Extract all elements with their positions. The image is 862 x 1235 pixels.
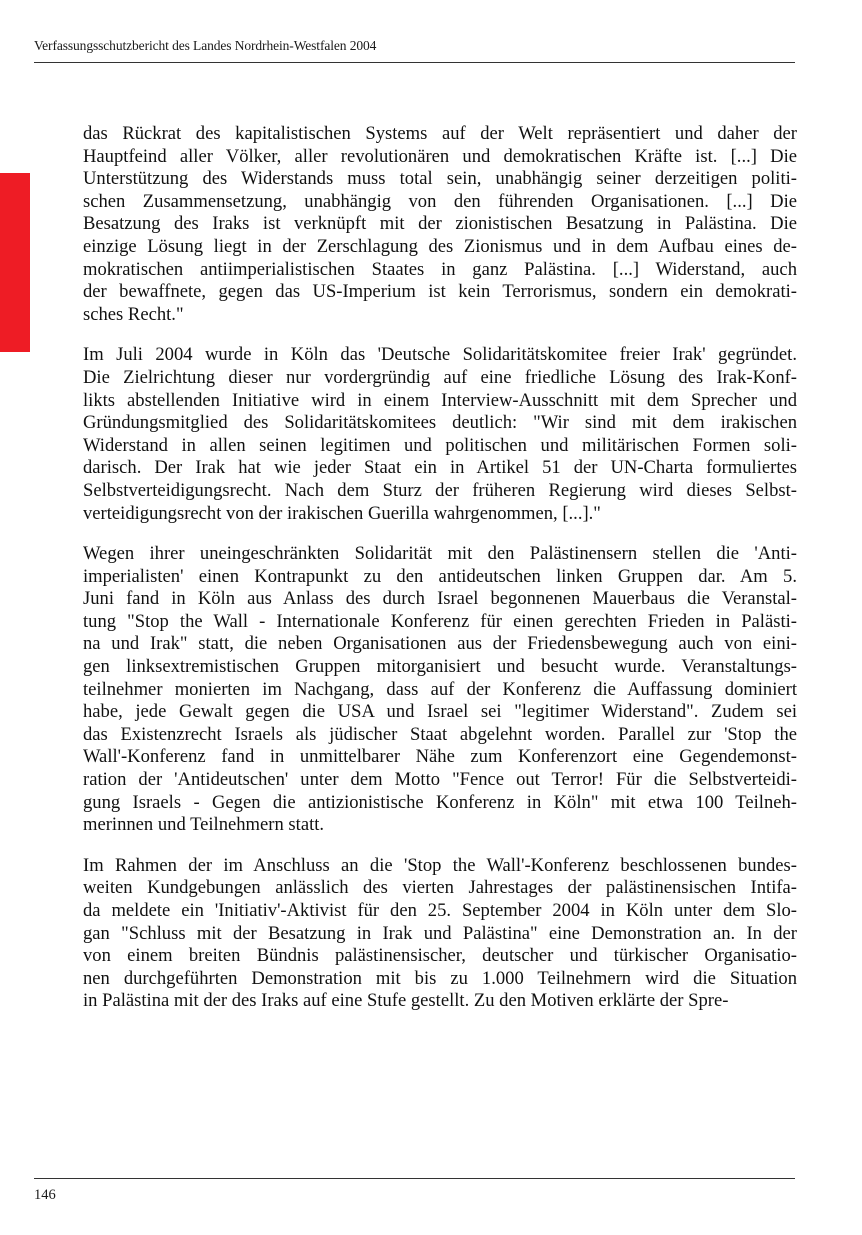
text-line: gan "Schluss mit der Besatzung in Irak und Palästina" eine Demonstration an. In der [83,922,797,944]
text-line: habe, jede Gewalt gegen die USA und Israel sei "legitimer Widerstand". Zudem sei [83,701,797,723]
text-line: tung "Stop the Wall - Internationale Konferenz für einen gerechten Frieden in Palästi- [83,610,797,632]
text-line: Die Zielrichtung dieser nur vordergründig auf eine friedliche Lösung des Irak-Konf- [83,366,797,388]
page-number: 146 [34,1187,56,1203]
chapter-side-marker [0,173,30,352]
text-line: Wall'-Konferenz fand in unmittelbarer Nähe zum Konferenzort eine Gegendemonst- [83,746,797,768]
text-line: in Palästina mit der des Iraks auf eine Stufe gestellt. Zu den Motiven erklärte der Spre- [83,990,729,1012]
text-line: weiten Kundgebungen anlässlich des vierten Jahrestages der palästinensischen Intifa- [83,877,797,899]
paragraph [83,123,797,326]
text-line: Juni fand in Köln aus Anlass des durch Israel begonnenen Mauerbaus die Veranstal- [83,588,797,610]
text-line: verteidigungsrecht von der irakischen Guerilla wahrgenommen, [...]." [83,502,601,524]
text-line: sches Recht." [83,303,184,325]
text-line: da meldete ein 'Initiativ'-Aktivist für den 25. September 2004 in Köln unter dem Slo- [83,900,797,921]
text-line: Wegen ihrer uneingeschränkten Solidarität mit den Palästinensern stellen die 'Anti- [83,543,797,565]
text-line: Im Juli 2004 wurde in Köln das 'Deutsche Solidaritätskomitee freier Irak' gegründet. [83,344,797,366]
text-line: Hauptfeind aller Völker, aller revolutionären und demokratischen Kräfte ist. [...] Die [83,145,797,167]
text-line: Gründungsmitglied des Solidaritätskomitees deutlich: "Wir sind mit dem irakischen [83,412,797,434]
text-line: schen Zusammensetzung, unabhängig von den führenden Organisationen. [...] Die [83,190,797,212]
running-header: Verfassungsschutzbericht des Landes Nordrhein-Westfalen 2004 [34,38,377,53]
text-line: das Rückrat des kapitalistischen Systems auf der Welt repräsentiert und daher der [83,123,797,144]
text-line: der bewaffnete, gegen das US-Imperium ist kein Terrorismus, sondern ein demokrati- [83,281,797,303]
paragraph [83,543,797,837]
text-line: von einem breiten Bündnis palästinensischer, deutscher und türkischer Organisatio- [83,945,797,967]
text-line: Selbstverteidigungsrecht. Nach dem Sturz der früheren Regierung wird dieses Selbst- [83,479,797,501]
header-rule [34,62,795,63]
text-line: gen linksextremistischen Gruppen mitorganisiert und besucht wurde. Veranstaltungs- [83,656,797,678]
text-line: das Existenzrecht Israels als jüdischer Staat abgelehnt worden. Parallel zur 'Stop the [83,723,797,745]
text-line: merinnen und Teilnehmern statt. [83,814,325,836]
body-text [83,123,797,1031]
text-line: Widerstand in allen seinen legitimen und politischen und militärischen Formen soli- [83,434,797,456]
text-line: na und Irak" statt, die neben Organisationen aus der Friedensbewegung auch von eini- [83,633,797,655]
paragraph [83,855,797,1013]
text-line: nen durchgeführten Demonstration mit bis zu 1.000 Teilnehmern wird die Situation [83,967,797,989]
text-line: likts abstellenden Initiative wird in einem Interview-Ausschnitt mit dem Sprecher und [83,389,797,411]
text-line: ration der 'Antideutschen' unter dem Motto "Fence out Terror! Für die Selbstverteidi- [83,769,797,791]
text-line: imperialisten' einen Kontrapunkt zu den antideutschen linken Gruppen dar. Am 5. [83,565,797,587]
text-line: Im Rahmen der im Anschluss an die 'Stop the Wall'-Konferenz beschlossenen bundes- [83,854,797,876]
text-line: mokratischen antiimperialistischen Staates in ganz Palästina. [...] Widerstand, auch [83,258,797,280]
text-line: teilnehmer monierten im Nachgang, dass auf der Konferenz die Auffassung dominiert [83,678,797,700]
text-line: darisch. Der Irak hat wie jeder Staat ein in Artikel 51 der UN-Charta formuliertes [83,457,797,479]
text-line: Besatzung des Iraks ist verknüpft mit der zionistischen Besatzung in Palästina. Die [83,213,797,235]
text-line: gung Israels - Gegen die antizionistische Konferenz in Köln" mit etwa 100 Teilneh- [83,791,797,813]
paragraph [83,344,797,525]
text-line: Unterstützung des Widerstands muss total sein, unabhängig seiner derzeitigen politi- [83,168,797,190]
footer-rule [34,1178,795,1179]
text-line: einzige Lösung liegt in der Zerschlagung des Zionismus und in dem Aufbau eines de- [83,235,797,257]
